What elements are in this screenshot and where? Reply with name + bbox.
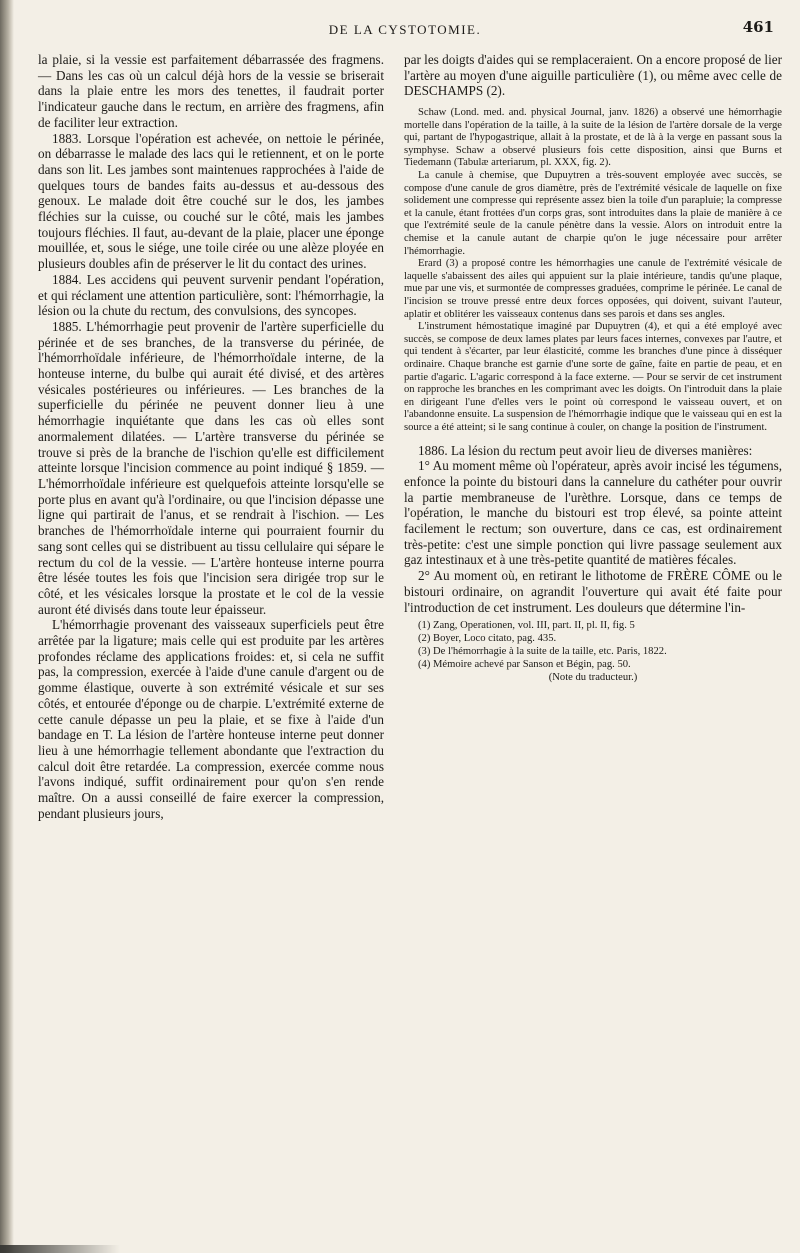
paragraph-continuation-right: par les doigts d'aides qui se remplaceraient. On a encore proposé de lier l'artère au moyen d'une aiguille particulière (1), ou même avec celle de DESCHAMPS (2). <box>404 52 782 99</box>
note-canule-chemise: La canule à chemise, que Dupuytren a très-souvent employée avec succès, se compose d'une canule de gros diamètre, près de l'extrémité vésicale de laquelle on fixe solidement une compresse qui représente assez bien la toile d'un parapluie; la compresse et la canule, étant frottées d'un corps gras, sont introduites dans la plaie de manière à ce que l'extrémité seule de la canule pénètre dans la vessie. Alors on introduit entre la chemise et la canule autant de charpie qu'on le juge nécessaire pour arrêter l'hémorrhagie. <box>404 170 782 257</box>
footnotes <box>404 619 782 684</box>
translator-note: (Note du traducteur.) <box>548 672 638 684</box>
paragraph-1885: 1885. L'hémorrhagie peut provenir de l'artère superficielle du périnée et de ses branches, de la transverse du périnée, de l'hémorrhoïdale inférieure, de l'hémorrhoïdale interne, de la honteuse interne, du bulbe qui aurait été divisé, et des artères vésicales postérieures ou inférieures. — Les branches de la superficielle du périnée ne peuvent donner lieu à une hémorrhagie inquiétante que dans les cas où elles sont anormalement dilatées. — L'artère transverse du périnée se trouve si près de la branche de l'ischion qu'elle est difficilement atteinte lorsque l'incision commence au point indiqué § 1859. — L'hémorrhoïdale inférieure est quelquefois atteinte lorsqu'elle se porte plus en avant qu'à l'ordinaire, ou que l'incision dépasse une ligne qui partirait de l'anus, et se rendrait à l'ischion. — Les branches de l'hémorrhoïdale interne qui pourraient fournir du sang sont celles qui se distribuent au tissu cellulaire qui sépare le rectum du col de la vessie. — L'artère honteuse interne pourra être lésée toutes les fois que l'incision sera dirigée trop sur le côté, et les vésicales lorsque la prostate et le col de la vessie auront été divisés dans toute leur épaisseur. <box>38 318 384 617</box>
book-spine-shadow <box>0 0 14 1253</box>
note-schaw: Schaw (Lond. med. and. physical Journal, janv. 1826) a observé une hémorrhagie mortelle dans l'opération de la taille, à la suite de la lésion de l'artère dorsale de la verge qui, partant de l'hypogastrique, allait à la prostate, et de là à la verge en passant sous la symphyse. Schaw a observé plusieurs fois cette disposition, ainsi que Burns et Tiedemann (Tabulæ arteriarum, pl. XXX, fig. 2). <box>404 107 782 169</box>
paragraph-hemorrhagie: L'hémorrhagie provenant des vaisseaux superficiels peut être arrêtée par la ligature; mais celle qui est produite par les artères profondes réclame des applications froides: et, si cela ne suffit pas, la compression, exercée à l'aide d'une canule d'argent ou de gomme élastique, ouverte à son extrémité vésicale et sur ses côtés, et entourée d'éponge ou de charpie. L'extrémité externe de cette canule dépasse un peu la plaie, et se fixe à l'aide d'un bandage en T. La lésion de l'artère honteuse interne peut donner lieu à une hémorrhagie tellement abondante que l'extraction du calcul doit être retardée. La compression, exercée comme nous l'avons indiqué, suffit ordinairement pour qu'on s'en rende maître. On a aussi conseillé de faire exercer la compression, pendant plusieurs jours, <box>38 617 384 821</box>
footnote-3: (3) De l'hémorrhagie à la suite de la taille, etc. Paris, 1822. <box>418 646 667 658</box>
paragraph-1884: 1884. Les accidens qui peuvent survenir pendant l'opération, et qui réclament une attention particulière, sont: l'hémorrhagie, la lésion ou la chute du rectum, des convulsions, des syncopes. <box>38 271 384 319</box>
running-title: DE LA CYSTOTOMIE. <box>328 22 482 37</box>
page-number: 461 <box>742 18 774 36</box>
item-2: 2° Au moment où, en retirant le lithotome de FRÈRE CÔME ou le bistouri ordinaire, on agrandit l'ouverture qui avait été faite pour l'introduction de cet instrument. Les douleurs que détermine l'in- <box>404 568 782 615</box>
footnote-1: (1) Zang, Operationen, vol. III, part. II, pl. II, fig. 5 <box>418 620 635 632</box>
right-column <box>404 52 782 684</box>
paragraph-continuation: la plaie, si la vessie est parfaitement débarrassée des fragmens. — Dans les cas où un calcul déjà hors de la vessie se briserait dans la plaie entre les mors des tenettes, il faudrait porter l'indicateur gauche dans le rectum, en arrière des fragmens, afin de faciliter leur extraction. <box>38 52 384 130</box>
note-erard: Erard (3) a proposé contre les hémorrhagies une canule de l'extrémité vésicale de laquelle s'abaissent des ailes qui appuient sur la plaie intérieure, tandis qu'une plaque, mue par une vis, et surmontée de compresses graduées, comprime le périnée. Le canal de l'incision se trouve pressé entre deux forces opposées, qui doivent, suivant l'auteur, aplatir et oblitérer les vaisseaux contenus dans ses parois et dans ses angles. <box>404 258 782 320</box>
footnote-4: (4) Mémoire achevé par Sanson et Bégin, pag. 50. <box>418 659 631 671</box>
paragraph-1883: 1883. Lorsque l'opération est achevée, on nettoie le périnée, on débarrasse le malade des lacs qui le retiennent, et on le porte dans son lit. Les jambes sont maintenues rapprochées à l'aide de quelques tours de bandes faits au-dessus et au-dessous des genoux. Le malade doit être couché sur le dos, les jambes fléchies sur la cuisse, ou couché sur le côté, mais les jambes toujours fléchies. Il faut, au-devant de la plaie, placer une éponge mouillée, et, sous le siége, une toile cirée ou une alèze ployée en plusieurs doubles afin de préserver le lit du contact des urines. <box>38 130 384 272</box>
scan-edge-mark <box>0 1245 120 1253</box>
note-instrument-dupuytren: L'instrument hémostatique imaginé par Dupuytren (4), et qui a été employé avec succès, se compose de deux lames plates par leurs faces internes, convexes par l'autre, et qui tendent à s'écarter, par leur élasticité, comme les branches d'une pince à disséquer ordinaire. Chaque branche est garnie d'une sorte de gaîne, faite en partie de peau, et en partie d'agaric. L'agaric correspond à la face externe. — Pour se servir de cet instrument on rapproche les branches en les comprimant avec les doigts. On l'introduit dans la plaie en dirigeant l'une d'elles vers le point où correspond le vaisseau ouvert, et on l'abandonne ensuite. La suspension de l'hémorrhagie indique que le vaisseau qui en est la source a été atteint; si le sang continue à couler, on change la position de l'instrument. <box>404 321 782 433</box>
footnote-2: (2) Boyer, Loco citato, pag. 435. <box>418 633 557 645</box>
section-1886: 1886. La lésion du rectum peut avoir lieu de diverses manières: <box>418 442 753 458</box>
left-column <box>38 52 384 821</box>
item-1: 1° Au moment même où l'opérateur, après avoir incisé les tégumens, enfonce la pointe du bistouri dans la cannelure du cathéter pour ouvrir la partie membraneuse de l'urèthre. Lorsque, dans ce temps de l'opération, le manche du bistouri est trop élevé, sa pointe atteint facilement le rectum; son ouverture, dans ce cas, est ordinairement très-petite: c'est une simple ponction qui livre passage seulement aux gaz intestinaux et à une très-petite quantité de matières fécales. <box>404 458 782 568</box>
running-header <box>30 18 780 42</box>
